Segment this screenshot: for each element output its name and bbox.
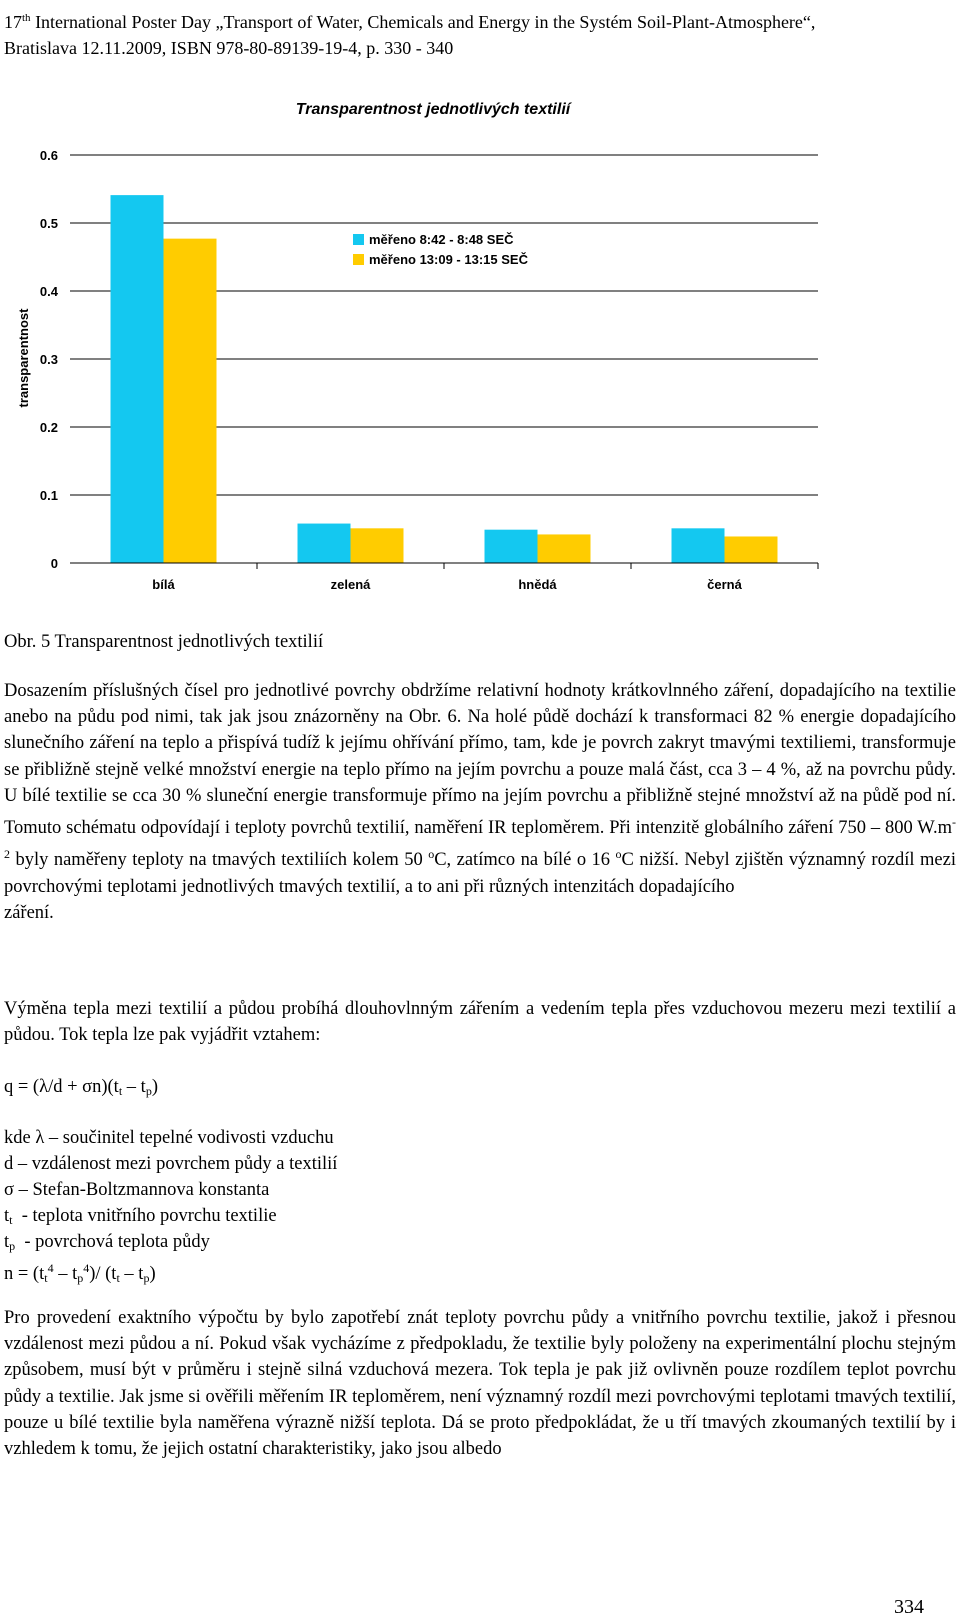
legend-swatch	[353, 254, 364, 265]
paragraph-2: Výměna tepla mezi textilií a půdou probíhá dlouhovlnným zářením a vedením tepla přes vzduchovou mezeru mezi textilií a půdou. Tok tepla lze pak vyjádřit vztahem:	[4, 999, 956, 1046]
y-tick-label: 0.6	[39, 148, 58, 163]
heat-flux-formula: $q = (\lambda/d + \sigma n)(t_t - t_p)$	[4, 1077, 158, 1098]
legend-label: měřeno 13:09 - 13:15 SEČ	[369, 252, 528, 267]
definition-lambda: kde λ – součinitel tepelné vodivosti vzduchu	[4, 1128, 334, 1148]
chart-legend	[353, 232, 529, 267]
bar-morning	[485, 530, 538, 563]
x-axis	[70, 563, 818, 592]
x-tick-label: hnědá	[518, 577, 557, 592]
x-tick-label: černá	[707, 577, 742, 592]
y-tick-label: 0.5	[39, 216, 58, 231]
bar-afternoon	[164, 239, 217, 563]
definition-sigma: σ – Stefan-Boltzmannova konstanta	[4, 1180, 270, 1200]
paragraph-1: Dosazením příslušných čísel pro jednotlivé povrchy obdržíme relativní hodnoty krátkovlnného záření, dopadajícího na textilie anebo na půdu pod nimi, tak jak jsou znázorněny na Obr. 6. Na holé půdě dochází k transformaci 82 % energie dopadajícího slunečního záření na teplo a přispívá tudíž k jejímu ohřívání přímo, tam, kde je povrch zakryt tmavými textiliemi, transformuje se přibližně stejně velké množství energie na teplo přímo na jejím povrchu a pouze malá část, cca 3 – 4 %, až na povrchu půdy. U bílé textilie se cca 30 % sluneční energie transformuje přímo na jejím povrchu a přibližně stejné množství až na půdě pod ní. Tomuto schématu odpovídají i teploty povrchů textilií, naměření IR teploměrem. Při intenzitě globálního záření 750 – 800 $W.m^{-2}$ byly naměřeny teploty na tmavých textiliích kolem 50 $^o$C, zatímco na bílé o 16 $^o$C nižší. Nebyl zjištěn významný rozdíl mezi povrchovými teplotami jednotlivých tmavých textilií, a to ani při různých intenzitách dopadajícího záření.	[4, 681, 956, 923]
figure-caption: Obr. 5 Transparentnost jednotlivých textilií	[4, 632, 324, 652]
y-tick-label: 0.1	[39, 488, 58, 503]
legend-label: měřeno 8:42 - 8:48 SEČ	[369, 232, 514, 247]
definition-n: $n = (t_t^4 - t_p^4)/$ $(t_t - t_p)$	[4, 1261, 156, 1286]
chart-bars	[111, 195, 778, 563]
bar-morning	[672, 528, 725, 563]
x-tick-label: zelená	[330, 577, 371, 592]
chart-title: Transparentnost jednotlivých textilií	[295, 101, 571, 118]
header-line-2: Bratislava 12.11.2009, ISBN 978-80-89139-19-4, p. 330 - 340	[4, 38, 454, 58]
y-axis-label: transparentnost	[16, 308, 31, 408]
transparency-bar-chart	[0, 88, 840, 618]
definition-tp: $t_p$ - povrchová teplota půdy	[4, 1232, 210, 1253]
bar-morning	[111, 195, 164, 563]
legend-swatch	[353, 234, 364, 245]
bar-afternoon	[351, 528, 404, 563]
bar-morning	[298, 524, 351, 563]
bar-afternoon	[538, 534, 591, 563]
y-tick-label: 0.2	[39, 420, 58, 435]
x-tick-label: bílá	[152, 577, 175, 592]
page-number: 334	[894, 1596, 924, 1618]
paragraph-3: Pro provedení exaktního výpočtu by bylo zapotřebí znát teploty povrchu půdy a vnitřního povrchu textilie, jakož i přesnou vzdálenost mezi půdou a ní. Pokud však vycházíme z předpokladu, že textilie byly položeny na experimentální plochu stejným způsobem, musí být v průměru i stejně silná vzduchová mezera. Tok tepla je pak již ovlivněn pouze rozdílem teplot povrchu půdy a textilie. Jak jsme si ověřili měřením IR teploměrem, není významný rozdíl mezi povrchovými teplotami tmavých textilií, pouze u bílé textilie byla naměřena výrazně nižší teplota. Dá se proto předpokládat, že u tří tmavých zkoumaných textilií by i vzhledem k tomu, že jejich ostatní charakteristiky, jako jsou albedo	[4, 1308, 956, 1460]
y-tick-label: 0.3	[39, 352, 58, 367]
definition-tt: $t_t$ - teplota vnitřního povrchu textilie	[4, 1206, 277, 1227]
header-line-1: 17th International Poster Day „Transport of Water, Chemicals and Energy in the Systém Soil-Plant-Atmosphere“,	[4, 12, 816, 32]
y-tick-label: 0	[50, 556, 58, 571]
y-tick-label: 0.4	[39, 284, 58, 299]
definition-d: d – vzdálenost mezi povrchem půdy a textilií	[4, 1154, 338, 1174]
y-axis-ticks	[40, 148, 59, 571]
page-header	[4, 5, 954, 61]
bar-afternoon	[725, 536, 778, 563]
